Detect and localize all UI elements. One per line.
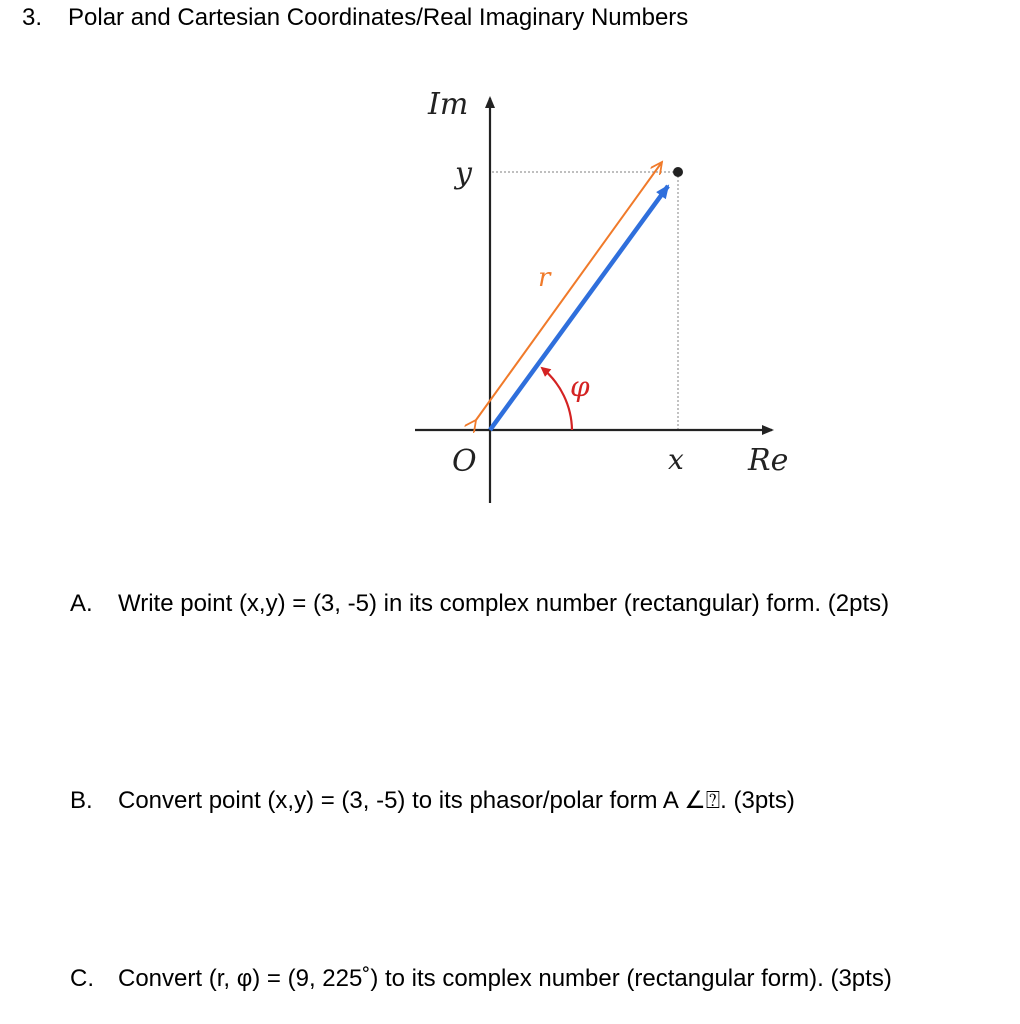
question-heading bbox=[22, 4, 688, 32]
question-title: Polar and Cartesian Coordinates/Real Imaginary Numbers bbox=[68, 4, 689, 31]
re-axis-label: Re bbox=[748, 443, 789, 478]
y-label: y bbox=[455, 156, 472, 191]
r-label: r bbox=[538, 263, 551, 293]
question-c-text: Convert (r, φ) = (9, 225˚) to its complex number (rectangular form). (3pts) bbox=[118, 965, 892, 992]
im-axis-label: Im bbox=[428, 87, 469, 122]
x-label: x bbox=[668, 443, 684, 476]
question-c-letter: C. bbox=[70, 965, 94, 992]
phi-label: φ bbox=[570, 370, 590, 403]
angle-arc bbox=[542, 368, 572, 430]
question-b-text: Convert point (x,y) = (3, -5) to its phasor/polar form A ∠⍰. (3pts) bbox=[118, 787, 795, 814]
origin-label: O bbox=[452, 444, 477, 479]
complex-plane-diagram bbox=[400, 78, 820, 508]
question-a-text: Write point (x,y) = (3, -5) in its complex number (rectangular) form. (2pts) bbox=[118, 590, 890, 617]
question-b-letter: B. bbox=[70, 787, 93, 814]
question-c bbox=[70, 965, 892, 993]
question-a-letter: A. bbox=[70, 590, 93, 617]
question-a bbox=[70, 590, 889, 618]
radius-measure-line bbox=[476, 162, 662, 420]
complex-plane-svg bbox=[400, 78, 820, 508]
question-number: 3. bbox=[22, 4, 43, 31]
question-b bbox=[70, 786, 795, 815]
complex-point bbox=[673, 167, 683, 177]
